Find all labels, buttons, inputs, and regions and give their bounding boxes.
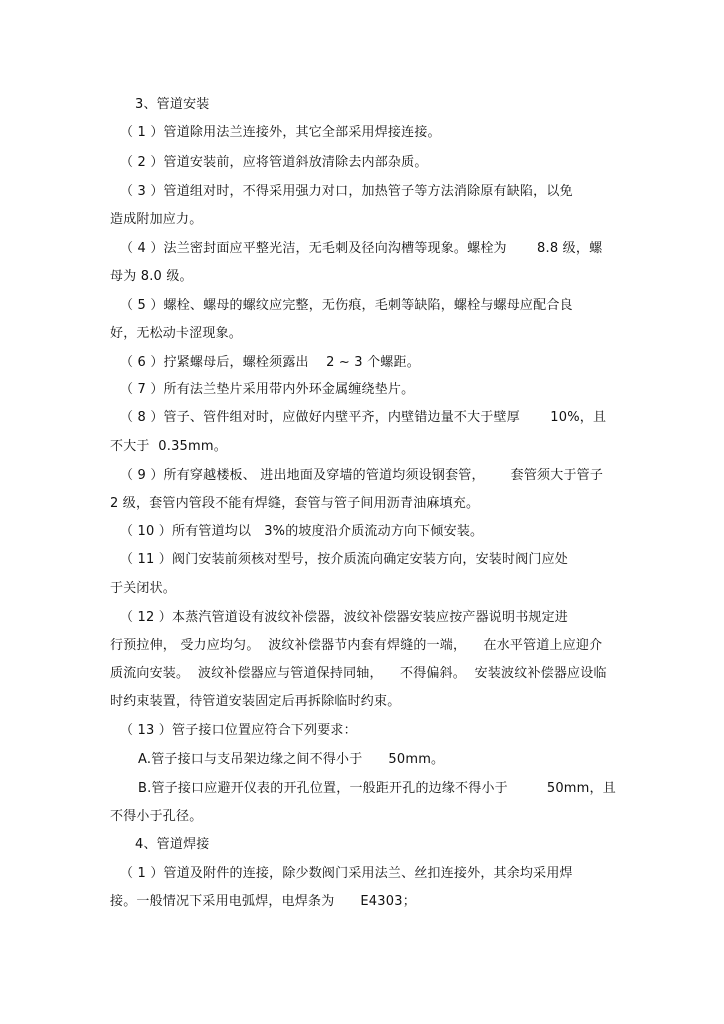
clause-13-line: （ 13 ）管子接口位置应符合下列要求： [120,723,357,738]
clause-4-line-2: 母为 8.0 级。 [110,269,193,284]
clause-1-line: （ 1 ）管道除用法兰连接外，其它全部采用焊接连接。 [120,125,441,140]
clause-13-item-a: A.管子接口与支吊架边缘之间不得小于 50mm。 [138,752,445,767]
clause-13-item-b-line-2: 不得小于孔径。 [110,809,203,824]
clause-5-line-2: 好，无松动卡涩现象。 [110,326,243,341]
welding-clause-1-line-2: 接。一般情况下采用电弧焊，电焊条为 E4303； [110,894,416,909]
section-heading-pipe-welding: 4、管道焊接 [135,837,210,852]
clause-3-line-2: 造成附加应力。 [110,212,203,227]
clause-10-line: （ 10 ）所有管道均以 3%的坡度沿介质流动方向下倾安装。 [120,524,484,539]
clause-9-line-1: （ 9 ）所有穿越楼板、 进出地面及穿墙的管道均须设钢套管， 套管须大于管子 [120,468,604,483]
clause-12-line-4: 时约束装置，待管道安装固定后再拆除临时约束。 [110,694,401,709]
clause-11-line-2: 于关闭状。 [110,581,177,596]
clause-8-line-1: （ 8 ）管子、管件组对时，应做好内壁平齐，内壁错边量不大于壁厚 10%，且 [120,410,607,425]
welding-clause-1-line-1: （ 1 ）管道及附件的连接，除少数阀门采用法兰、丝扣连接外，其余均采用焊 [120,866,573,881]
clause-4-line-1: （ 4 ）法兰密封面应平整光洁，无毛刺及径向沟槽等现象。螺栓为 8.8 级，螺 [120,241,603,256]
section-heading-pipe-installation: 3、管道安装 [135,97,210,112]
clause-13-item-b-line-1: B.管子接口应避开仪表的开孔位置，一般距开孔的边缘不得小于 50mm，且 [138,781,616,796]
clause-5-line-1: （ 5 ）螺栓、螺母的螺纹应完整，无伤痕，毛刺等缺陷，螺栓与螺母应配合良 [120,298,573,313]
clause-9-line-2: 2 级，套管内管段不能有焊缝，套管与管子间用沥青油麻填充。 [110,496,480,511]
clause-6-line: （ 6 ）拧紧螺母后，螺栓须露出 2 ~ 3 个螺距。 [120,355,420,370]
clause-8-line-2: 不大于 0.35mm。 [110,439,227,454]
clause-12-line-2: 行预拉伸， 受力应均匀。 波纹补偿器节内套有焊缝的一端， 在水平管道上应迎介 [110,638,603,653]
clause-2-line: （ 2 ）管道安装前，应将管道斜放清除去内部杂质。 [120,155,428,170]
clause-11-line-1: （ 11 ）阀门安装前须核对型号，按介质流向确定安装方向，安装时阀门应处 [120,552,569,567]
clause-12-line-1: （ 12 ）本蒸汽管道设有波纹补偿器，波纹补偿器安装应按产器说明书规定进 [120,610,569,625]
clause-7-line: （ 7 ）所有法兰垫片采用带内外环金属缠绕垫片。 [120,382,415,397]
clause-12-line-3: 质流向安装。 波纹补偿器应与管道保持同轴， 不得偏斜。 安装波纹补偿器应设临 [110,666,607,681]
clause-3-line-1: （ 3 ）管道组对时，不得采用强力对口，加热管子等方法消除原有缺陷，以免 [120,184,573,199]
